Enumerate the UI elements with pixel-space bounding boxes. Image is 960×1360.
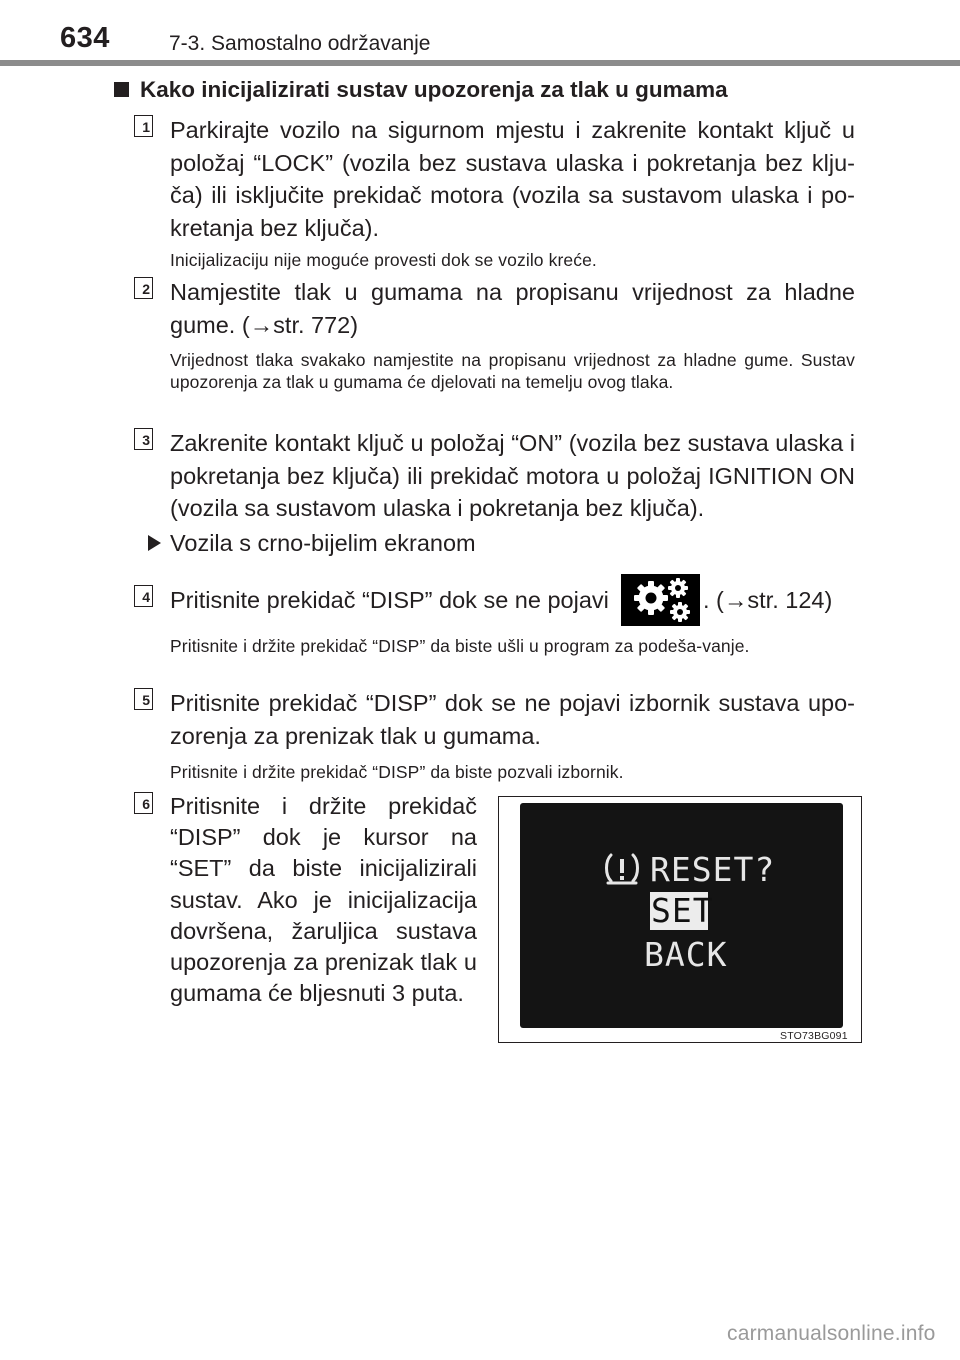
section-heading-text: Kako inicijalizirati sustav upozorenja za tlak u gumama [140, 77, 728, 102]
step-1-text: Parkirajte vozilo na sigurnom mjestu i zakrenite kontakt ključ u položaj “LOCK” (vozila bez sustava ulaska i pokretanja bez klju-ča) ili isključite prekidač motora (vozila sa sustavom ulaska i po-kretanja bez ključa). [170, 117, 855, 241]
section-title: 7-3. Samostalno održavanje [169, 32, 431, 55]
triangle-arrow-icon [148, 535, 161, 551]
step-number-4: 4 [134, 585, 153, 607]
page-number: 634 [60, 22, 110, 54]
step-4-text-before: Pritisnite prekidač “DISP” dok se ne pojavi [170, 587, 609, 613]
step-3-text: Zakrenite kontakt ključ u položaj “ON” (vozila bez sustava ulaska i pokretanja bez ključa) ili prekidač motora u položaj IGNITION ON (vozila sa sustavom ulaska i pokretanja bez ključa). [170, 430, 855, 521]
step-2-note: Vrijednost tlaka svakako namjestite na propisanu vrijednost za hladne gume. Sustav upozorenja za tlak u gumama će djelovati na temelju ovog tlaka. [170, 350, 855, 392]
step-number-3: 3 [134, 428, 153, 450]
step-number-5: 5 [134, 688, 153, 710]
step-4-note: Pritisnite i držite prekidač “DISP” da biste ušli u program za podeša-vanje. [170, 636, 750, 656]
display-reset-label: RESET? [650, 850, 776, 889]
step-6-text: Pritisnite i držite prekidač “DISP” dok je kursor na “SET” da biste inicijalizirali sustav. Ako je inicijalizacija dovršena, žaruljica sustava upozorenja za prenizak tlak u gumama će bljesnuti 3 puta. [170, 793, 477, 1007]
step-number-2: 2 [134, 277, 153, 299]
settings-gears-icon [621, 574, 700, 626]
step-5-text: Pritisnite prekidač “DISP” dok se ne pojavi izbornik sustava upo-zorenja za prenizak tlak u gumama. [170, 690, 855, 749]
figure-code: STO73BG091 [780, 1030, 848, 1042]
section-heading [114, 77, 728, 103]
step-4-text-after: . (→str. 124) [703, 587, 833, 613]
step-2-text: Namjestite tlak u gumama na propisanu vrijednost za hladne gume. (→str. 772) [170, 279, 855, 338]
step-number-6: 6 [134, 792, 153, 814]
display-option-set: SET [651, 891, 714, 930]
display-option-back: BACK [644, 935, 728, 974]
square-bullet-icon [114, 82, 129, 97]
watermark: carmanualsonline.info [727, 1322, 936, 1345]
header-divider [0, 60, 960, 66]
tire-pressure-warning-icon [602, 849, 642, 894]
step-number-1: 1 [134, 115, 153, 137]
step-1-note: Inicijalizaciju nije moguće provesti dok se vozilo kreće. [170, 250, 597, 270]
step-5-note: Pritisnite i držite prekidač “DISP” da biste pozvali izbornik. [170, 762, 624, 782]
subheading: Vozila s crno-bijelim ekranom [170, 530, 476, 556]
